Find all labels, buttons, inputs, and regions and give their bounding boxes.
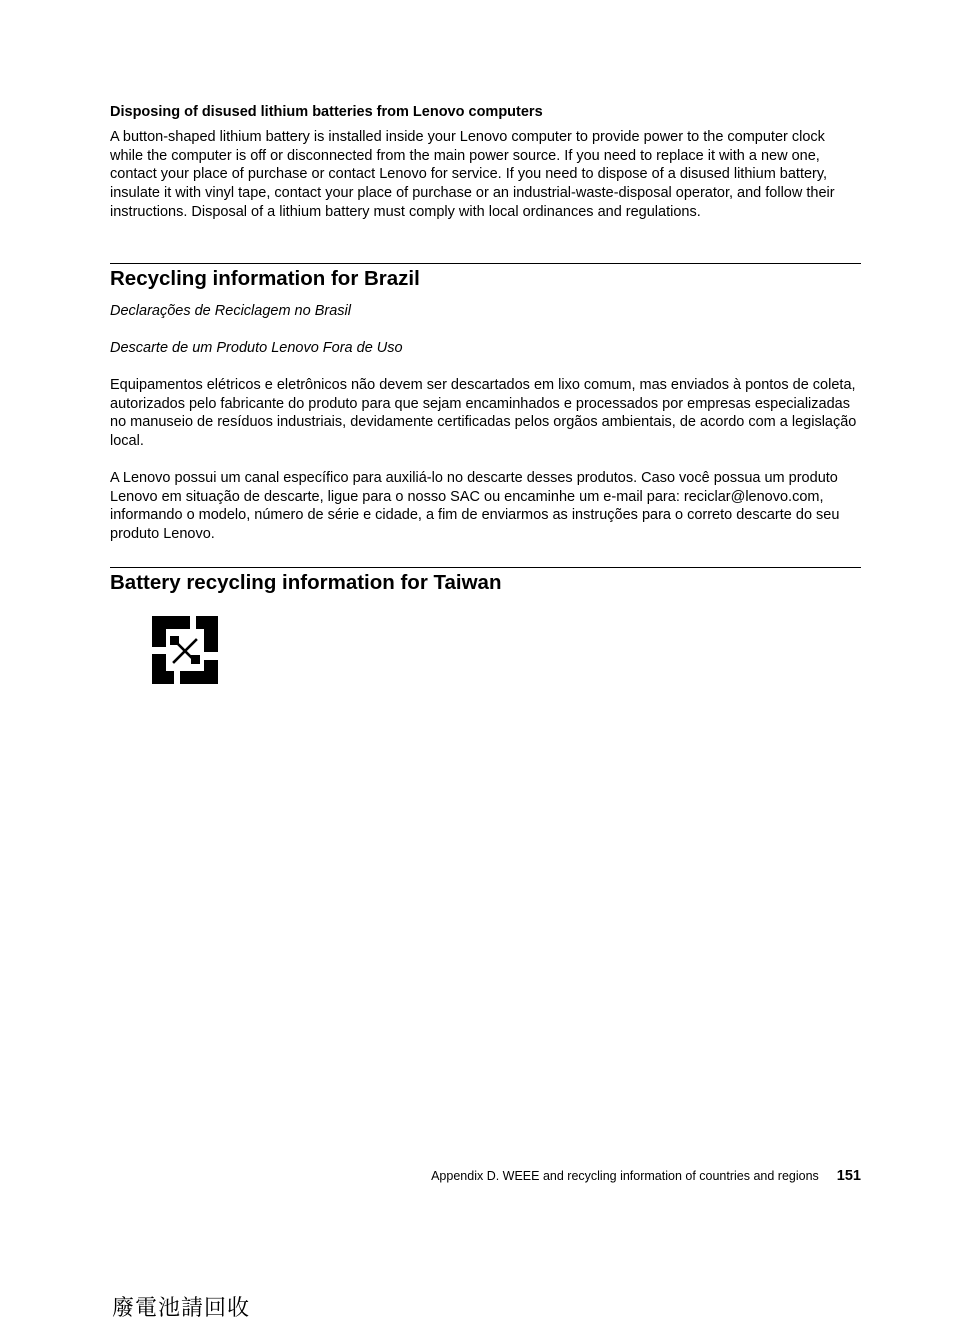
brazil-paragraph-equipamentos: Equipamentos elétricos e eletrônicos não devem ser descartados em lixo comum, mas enviados à pontos de coleta, autorizados pelo fabricante do produto para que sejam encaminhados e processados por empresas especializadas no manuseio de resíduos industriais, devidamente certificadas pelos orgãos ambientais, de acordo com a legislação local. <box>110 377 857 450</box>
section-divider-brazil <box>110 263 861 264</box>
brazil-subtitle-declaracoes: Declarações de Reciclagem no Brasil <box>110 303 351 319</box>
taiwan-battery-recycling-logo <box>110 612 262 1321</box>
brazil-subtitle-descarte: Descarte de um Produto Lenovo Fora de Uso <box>110 340 403 356</box>
lithium-battery-body: A button-shaped lithium battery is installed inside your Lenovo computer to provide power to the computer clock while the computer is off or disconnected from the main power source. If you need to replace it with a new one, contact your place of purchase or contact Lenovo for service. If you need to dispose of a disused lithium battery, insulate it with vinyl tape, contact your place of purchase or an industrial-waste-disposal operator, and follow their instructions. Disposal of a lithium battery must comply with local ordinances and regulations. <box>110 129 835 220</box>
brazil-section-title: Recycling information for Brazil <box>110 267 420 290</box>
page-footer <box>431 1166 861 1186</box>
footer-running-title: Appendix D. WEEE and recycling information of countries and regions <box>431 1169 819 1183</box>
taiwan-section-title: Battery recycling information for Taiwan <box>110 571 502 594</box>
section-divider-taiwan <box>110 567 861 568</box>
document-page <box>110 0 861 1321</box>
taiwan-recycling-symbol-icon <box>110 612 262 714</box>
lithium-battery-heading: Disposing of disused lithium batteries from Lenovo computers <box>110 104 543 120</box>
brazil-paragraph-lenovo-canal: A Lenovo possui um canal específico para auxiliá-lo no descarte desses produtos. Caso você possua um produto Lenovo em situação de descarte, ligue para o nosso SAC ou encaminhe um e-mail para: reciclar@lenovo.com, informando o modelo, número de série e cidade, a fim de enviarmos as instruções para o correto descarte do seu produto Lenovo. <box>110 470 840 543</box>
taiwan-recycling-caption: 廢電池請回收 <box>112 1296 251 1321</box>
page-number: 151 <box>836 1168 861 1184</box>
